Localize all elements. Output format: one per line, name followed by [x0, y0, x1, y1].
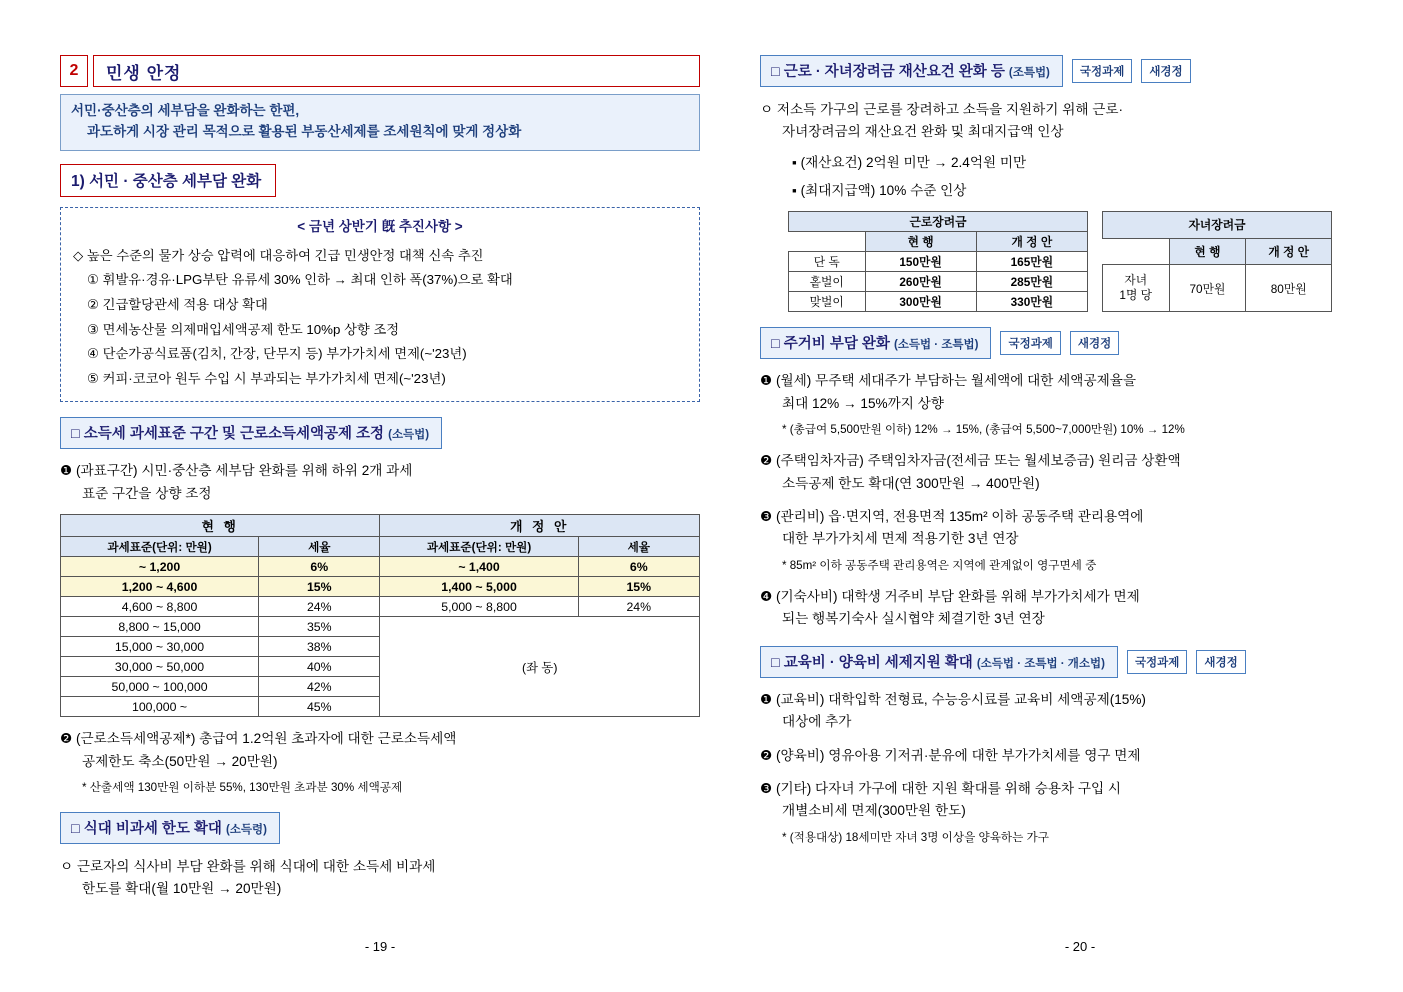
item-tax-bracket: [60, 460, 700, 505]
item-line-1: ❷ (양육비) 영유아용 기저귀·분유에 대한 부가가치세를 영구 면제: [760, 747, 1141, 763]
item-line-1: ❶ (과표구간) 시민·중산층 세부담 완화를 위해 하위 2개 과세: [60, 463, 413, 479]
item-education-2: [760, 745, 1400, 767]
item-note: * (총급여 5,500만원 이하) 12% → 15%, (총급여 5,500~7,000만원) 10% → 12%: [782, 423, 1185, 437]
ctc-row-label-l2: 1명 당: [1119, 288, 1153, 303]
eitc-col-revised: 개 정 안: [976, 232, 1087, 252]
cell-current-base: 8,800 ~ 15,000: [61, 617, 259, 637]
cell-current-base: ~ 1,200: [61, 557, 259, 577]
heading-housing-row: [760, 327, 1400, 359]
badge-new-revision: 새경정: [1141, 59, 1190, 83]
cell-revised-rate: 15%: [578, 577, 699, 597]
prior-action-line: ⑤ 커피·코코아 원두 수입 시 부과되는 부가가치세 면제(~'23년): [87, 370, 446, 386]
table-row: [789, 252, 1088, 272]
section-header: [60, 55, 700, 87]
heading-education: [760, 646, 1118, 678]
heading-law-tag: (소득령): [225, 824, 267, 837]
item-earned-income-credit: [60, 728, 700, 797]
item-eitc: [760, 98, 1400, 202]
table-group-revised: 개 정 안: [380, 515, 700, 537]
col-base-current: 과세표준(단위: 만원): [61, 537, 259, 557]
cell-current-base: 30,000 ~ 50,000: [61, 657, 259, 677]
table-row: [789, 292, 1088, 312]
col-rate-current: 세율: [259, 537, 380, 557]
eitc-cell-revised: 330만원: [976, 292, 1087, 312]
eitc-cell-current: 150만원: [865, 252, 976, 272]
item-line-1: ❶ (교육비) 대학입학 전형료, 수능응시료를 교육비 세액공제(15%): [760, 691, 1146, 707]
cell-same-as-left: (좌 동): [380, 617, 700, 717]
item-line-2: 대상에 추가: [782, 714, 852, 730]
table-row: [61, 597, 700, 617]
eitc-table: [788, 211, 1088, 312]
item-housing-4: [760, 586, 1400, 631]
prior-action-line: ④ 단순가공식료품(김치, 간장, 단무지 등) 부가가치세 면제(~'23년): [87, 346, 467, 362]
ctc-col-revised: 개 정 안: [1246, 238, 1332, 264]
item-housing-2: [760, 450, 1400, 495]
heading-income-tax-brackets: [60, 417, 442, 449]
heading-law-tag: (조특법): [1008, 67, 1050, 79]
badge-new-revision: 새경정: [1070, 331, 1119, 355]
cell-revised-base: 5,000 ~ 8,800: [380, 597, 578, 617]
item-line-2: 대한 부가가치세 면제 적용기한 3년 연장: [782, 531, 1019, 547]
eitc-ctc-tables: [760, 211, 1400, 312]
heading-eitc: [760, 55, 1063, 87]
prior-action-line: ② 긴급할당관세 적용 대상 확대: [87, 297, 268, 312]
page-number-left: - 19 -: [364, 939, 396, 954]
badge-national-agenda: 국정과제: [1072, 59, 1132, 83]
heading-housing: [760, 327, 991, 359]
item-note: * 85m² 이하 공동주택 관리용역은 지역에 관계없이 영구면세 중: [782, 558, 1097, 572]
eitc-cell-current: 300만원: [865, 292, 976, 312]
item-line-1: ㅇ 저소득 가구의 근로를 장려하고 소득을 지원하기 위해 근로·: [760, 102, 1124, 117]
ctc-cell-revised: 80만원: [1246, 264, 1332, 312]
section-title: 민생 안정: [93, 55, 700, 87]
prior-actions-title: < 금년 상반기 旣 추진사항 >: [297, 218, 463, 234]
prior-action-line: ◇ 높은 수준의 물가 상승 압력에 대응하여 긴급 민생안정 대책 신속 추진: [73, 247, 484, 263]
eitc-row-label: 맞벌이: [789, 292, 866, 312]
prior-action-line: ③ 면세농산물 의제매입세액공제 한도 10%p 상향 조정: [87, 321, 400, 337]
ctc-table-title: 자녀장려금: [1103, 212, 1332, 238]
item-line-2: 최대 12% → 15%까지 상향: [782, 395, 944, 411]
ctc-row-label-l1: 자녀: [1124, 273, 1148, 288]
cell-current-base: 100,000 ~: [61, 697, 259, 717]
item-line-1: ❸ (기타) 다자녀 가구에 대한 지원 확대를 위해 승용차 구입 시: [760, 780, 1122, 796]
tax-bracket-table: [60, 514, 700, 717]
eitc-col-current: 현 행: [865, 232, 976, 252]
cell-current-base: 50,000 ~ 100,000: [61, 677, 259, 697]
heading-text: □ 근로 · 자녀장려금 재산요건 완화 등: [771, 64, 1005, 80]
heading-law-tag: (소득법 · 조특법): [893, 339, 979, 352]
ctc-col-current: 현 행: [1169, 238, 1246, 264]
table-row: [789, 272, 1088, 292]
eitc-row-label: 단 독: [789, 252, 866, 272]
summary-line-1: 서민·중산층의 세부담을 완화하는 한편,: [71, 103, 300, 118]
col-base-revised: 과세표준(단위: 만원): [380, 537, 578, 557]
cell-current-rate: 6%: [259, 557, 380, 577]
ctc-table: [1102, 211, 1332, 312]
page-left: [60, 0, 700, 992]
cell-current-rate: 45%: [259, 697, 380, 717]
eitc-row-label: 홑벌이: [789, 272, 866, 292]
cell-current-rate: 35%: [259, 617, 380, 637]
cell-current-rate: 40%: [259, 657, 380, 677]
heading-eitc-row: [760, 55, 1400, 87]
item-education-1: [760, 689, 1400, 734]
subsection-heading: 1) 서민 · 중산층 세부담 완화: [60, 164, 276, 197]
heading-law-tag: (소득법 · 조특법 · 개소법): [976, 657, 1105, 670]
eitc-cell-revised: 285만원: [976, 272, 1087, 292]
table-row: [1103, 264, 1332, 312]
item-line-2: 표준 구간을 상향 조정: [82, 485, 212, 501]
eitc-cell-current: 260만원: [865, 272, 976, 292]
item-line-1: ❷ (주택임차자금) 주택임차자금(전세금 또는 월세보증금) 원리금 상환액: [760, 453, 1181, 469]
eitc-cell-revised: 165만원: [976, 252, 1087, 272]
item-bullet-2: ▪ (최대지급액) 10% 수준 인상: [792, 182, 967, 198]
page-right: [760, 0, 1400, 992]
item-line-2: 되는 행복기숙사 실시협약 체결기한 3년 연장: [782, 611, 1045, 627]
heading-law-tag: (소득법): [388, 429, 430, 442]
item-education-3: [760, 778, 1400, 847]
prior-action-line: ① 휘발유·경유·LPG부탄 유류세 30% 인하 → 최대 인하 폭(37%)으로 확대: [87, 272, 513, 288]
heading-education-row: [760, 646, 1400, 678]
prior-actions-box: [60, 207, 700, 403]
heading-text: □ 주거비 부담 완화: [771, 336, 890, 353]
cell-current-base: 15,000 ~ 30,000: [61, 637, 259, 657]
item-housing-1: [760, 370, 1400, 439]
cell-revised-base: 1,400 ~ 5,000: [380, 577, 578, 597]
heading-text: □ 교육비 · 양육비 세제지원 확대: [771, 654, 973, 671]
cell-current-rate: 42%: [259, 677, 380, 697]
cell-current-rate: 24%: [259, 597, 380, 617]
eitc-table-title: 근로장려금: [789, 212, 1088, 232]
ctc-row-label: [1103, 264, 1170, 312]
cell-revised-rate: 24%: [578, 597, 699, 617]
table-row: [61, 557, 700, 577]
item-housing-3: [760, 506, 1400, 575]
item-line-1: ❶ (월세) 무주택 세대주가 부담하는 월세액에 대한 세액공제율을: [760, 373, 1136, 389]
cell-current-rate: 38%: [259, 637, 380, 657]
cell-current-base: 1,200 ~ 4,600: [61, 577, 259, 597]
item-note: * (적용대상) 18세미만 자녀 3명 이상을 양육하는 가구: [782, 830, 1049, 844]
table-row: [61, 617, 700, 637]
item-line-1: ❸ (관리비) 읍·면지역, 전용면적 135m² 이하 공동주택 관리용역에: [760, 509, 1144, 525]
item-line-1: ❷ (근로소득세액공제*) 총급여 1.2억원 초과자에 대한 근로소득세액: [60, 731, 457, 747]
item-line-1: ㅇ 근로자의 식사비 부담 완화를 위해 식대에 대한 소득세 비과세: [60, 859, 436, 875]
heading-meal-allowance: [60, 812, 280, 844]
badge-national-agenda: 국정과제: [1127, 650, 1187, 674]
badge-national-agenda: 국정과제: [1000, 331, 1060, 355]
item-line-2: 소득공제 한도 확대(연 300만원 → 400만원): [782, 475, 1040, 491]
badge-new-revision: 새경정: [1196, 650, 1245, 674]
table-row: [61, 577, 700, 597]
ctc-cell-current: 70만원: [1169, 264, 1246, 312]
item-meal-allowance: [60, 855, 700, 901]
item-bullet-1: ▪ (재산요건) 2억원 미만 → 2.4억원 미만: [792, 154, 1027, 170]
item-note: * 산출세액 130만원 이하분 55%, 130만원 초과분 30% 세액공제: [82, 781, 403, 795]
cell-revised-base: ~ 1,400: [380, 557, 578, 577]
page-number-right: - 20 -: [1064, 939, 1096, 954]
col-rate-revised: 세율: [578, 537, 699, 557]
summary-line-2: 과도하게 시장 관리 목적으로 활용된 부동산세제를 조세원칙에 맞게 정상화: [87, 123, 522, 139]
summary-box: [60, 94, 700, 151]
item-line-2: 공제한도 축소(50만원 → 20만원): [82, 753, 278, 769]
item-line-2: 자녀장려금의 재산요건 완화 및 최대지급액 인상: [782, 124, 1064, 140]
section-number: 2: [60, 55, 88, 87]
cell-current-rate: 15%: [259, 577, 380, 597]
item-line-2: 한도를 확대(월 10만원 → 20만원): [82, 881, 282, 897]
cell-revised-rate: 6%: [578, 557, 699, 577]
cell-current-base: 4,600 ~ 8,800: [61, 597, 259, 617]
heading-text: □ 소득세 과세표준 구간 및 근로소득세액공제 조정: [71, 426, 385, 443]
heading-text: □ 식대 비과세 한도 확대: [71, 821, 222, 838]
item-line-2: 개별소비세 면제(300만원 한도): [782, 803, 966, 819]
item-line-1: ❹ (기숙사비) 대학생 거주비 부담 완화를 위해 부가가치세가 면제: [760, 588, 1140, 604]
table-group-current: 현 행: [61, 515, 380, 537]
